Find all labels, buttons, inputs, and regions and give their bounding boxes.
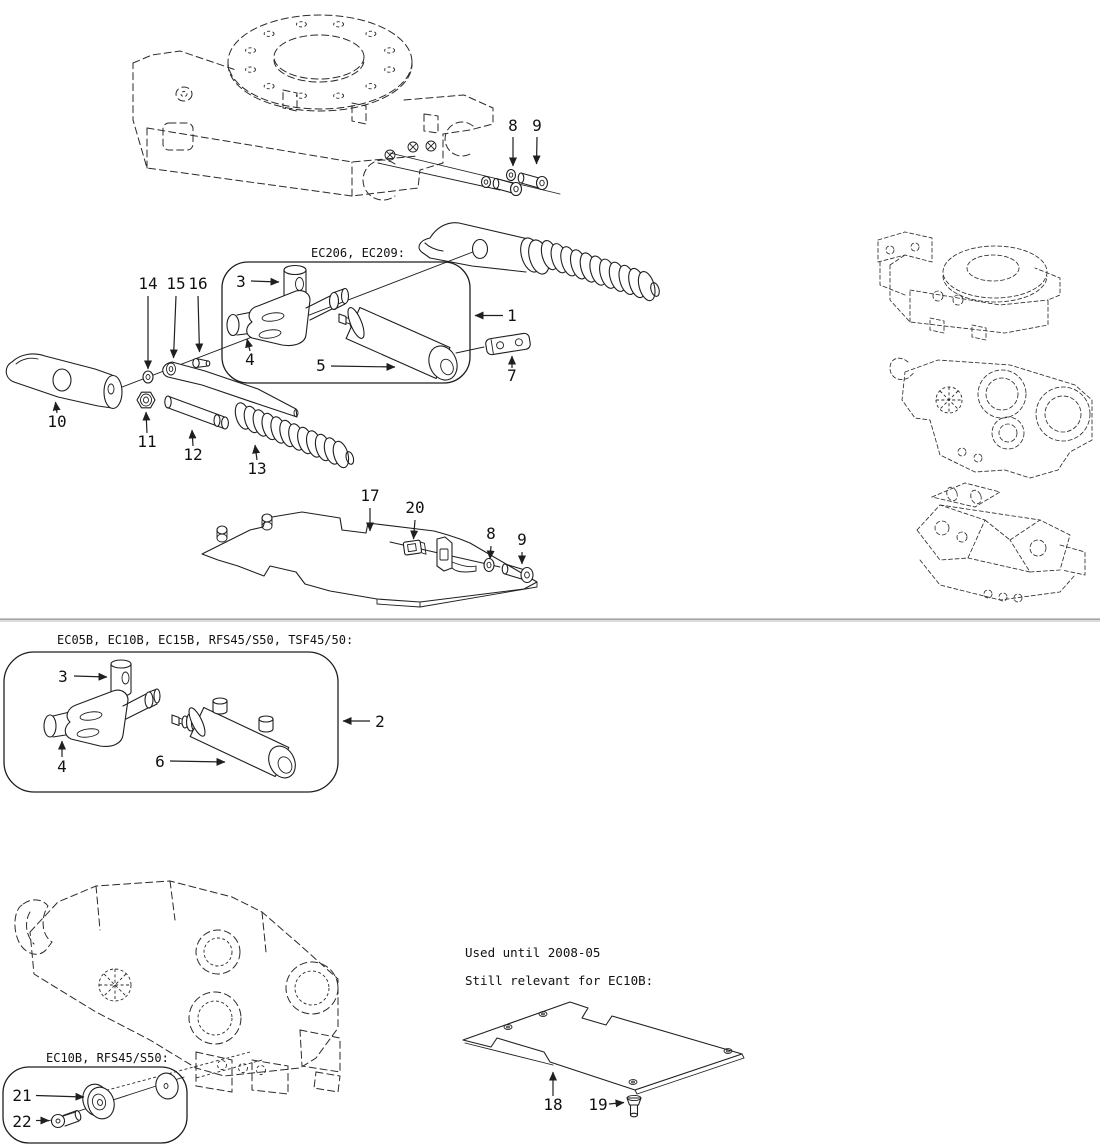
- plate-bolt-b: [262, 514, 272, 530]
- svg-text:3: 3: [58, 667, 68, 686]
- screw-9-plate: [502, 564, 533, 583]
- svg-text:7: 7: [507, 366, 517, 385]
- cylinder-port-a: [213, 698, 227, 714]
- nut-11: [137, 392, 155, 408]
- callout-20: [405, 498, 424, 539]
- plate-bolt-a: [217, 526, 227, 542]
- svg-text:8: 8: [486, 524, 496, 543]
- callout-2: [343, 712, 385, 731]
- link-7: [456, 333, 531, 356]
- svg-text:4: 4: [245, 350, 255, 369]
- ec206-detail-box: [222, 246, 531, 385]
- note-plate-section: [463, 945, 744, 1117]
- callout-11: [137, 412, 156, 451]
- svg-text:6: 6: [155, 752, 165, 771]
- roller-21: [79, 1081, 117, 1122]
- callout-3b: [58, 667, 107, 686]
- callout-12: [183, 430, 202, 464]
- callout-10: [47, 402, 66, 431]
- clip-nut-20: [403, 539, 426, 557]
- svg-text:10: 10: [47, 412, 67, 431]
- exploded-chain: [6, 223, 661, 478]
- bearing-bores: [99, 930, 338, 1044]
- mounting-plate-17: [202, 486, 537, 607]
- svg-text:3: 3: [236, 272, 246, 291]
- callout-15: [166, 274, 185, 358]
- ec10b-detail-box: [3, 1051, 187, 1143]
- svg-text:8: 8: [508, 116, 518, 135]
- ec05b-detail-box: [4, 633, 385, 792]
- hook-lever-spring: [419, 223, 661, 303]
- callout-6: [155, 752, 225, 771]
- callout-4b: [57, 741, 67, 776]
- svg-text:18: 18: [543, 1095, 563, 1114]
- rod-12: [165, 396, 229, 429]
- callout-8-top: [508, 116, 518, 166]
- bent-lever-15: [163, 362, 298, 417]
- svg-text:13: 13: [247, 459, 267, 478]
- callout-4a: [245, 339, 255, 369]
- callout-13: [247, 445, 266, 478]
- screw-22: [52, 1110, 82, 1128]
- ec10b-label: EC10B, RFS45/S50:: [46, 1051, 169, 1065]
- svg-text:9: 9: [532, 116, 542, 135]
- svg-text:14: 14: [138, 274, 158, 293]
- callout-16: [188, 274, 207, 352]
- washer-8-top: [482, 177, 491, 188]
- clevis-arm-4b: [44, 689, 160, 746]
- housing-disc: [153, 1071, 181, 1102]
- svg-text:1: 1: [507, 306, 517, 325]
- callout-18: [543, 1072, 562, 1114]
- bracket-sleeve-10: [6, 354, 122, 409]
- svg-text:22: 22: [12, 1112, 32, 1131]
- plate-bracket: [437, 537, 476, 572]
- damper-5: [339, 306, 462, 385]
- plate-18: [463, 1002, 744, 1094]
- callout-7: [507, 356, 517, 385]
- washer-8-plate: [484, 559, 494, 572]
- svg-text:12: 12: [183, 445, 203, 464]
- callout-1: [475, 306, 517, 325]
- cylinder-6: [172, 698, 300, 782]
- cylinder-port-b: [259, 716, 273, 732]
- note-still-relevant: Still relevant for EC10B:: [465, 973, 654, 988]
- svg-text:17: 17: [360, 486, 380, 505]
- thumbnail-rotator: [878, 232, 1060, 340]
- svg-text:21: 21: [12, 1086, 32, 1105]
- svg-text:20: 20: [405, 498, 425, 517]
- svg-text:4: 4: [57, 757, 67, 776]
- section-divider: [0, 619, 1100, 623]
- callout-14: [138, 274, 157, 369]
- thumbnail-gearbox: [890, 358, 1092, 478]
- callout-5: [316, 356, 395, 375]
- callout-3a: [236, 272, 279, 291]
- thumbnail-coupler: [917, 483, 1085, 602]
- pin-16: [193, 359, 210, 368]
- spring-installed: [538, 239, 660, 303]
- callout-9-plate: [517, 530, 527, 564]
- svg-text:11: 11: [137, 432, 157, 451]
- svg-text:9: 9: [517, 530, 527, 549]
- callout-21: [12, 1086, 84, 1105]
- callout-19: [588, 1095, 624, 1114]
- ring-bolt-holes: [246, 22, 395, 99]
- svg-text:5: 5: [316, 356, 326, 375]
- washer-14: [143, 371, 153, 383]
- svg-text:2: 2: [375, 712, 385, 731]
- callout-22: [12, 1112, 49, 1131]
- svg-text:19: 19: [588, 1095, 608, 1114]
- svg-text:15: 15: [166, 274, 186, 293]
- ec206-label: EC206, EC209:: [311, 246, 405, 260]
- callout-9-top: [532, 116, 542, 164]
- svg-text:16: 16: [188, 274, 208, 293]
- rotator-assembly-drawing: [133, 15, 560, 200]
- screw-19: [627, 1095, 641, 1116]
- ec05b-label: EC05B, EC10B, EC15B, RFS45/S50, TSF45/50:: [57, 633, 354, 647]
- note-used-until: Used until 2008-05: [465, 945, 601, 960]
- clevis-arm-4: [227, 289, 349, 346]
- washer-8b-top: [507, 170, 516, 181]
